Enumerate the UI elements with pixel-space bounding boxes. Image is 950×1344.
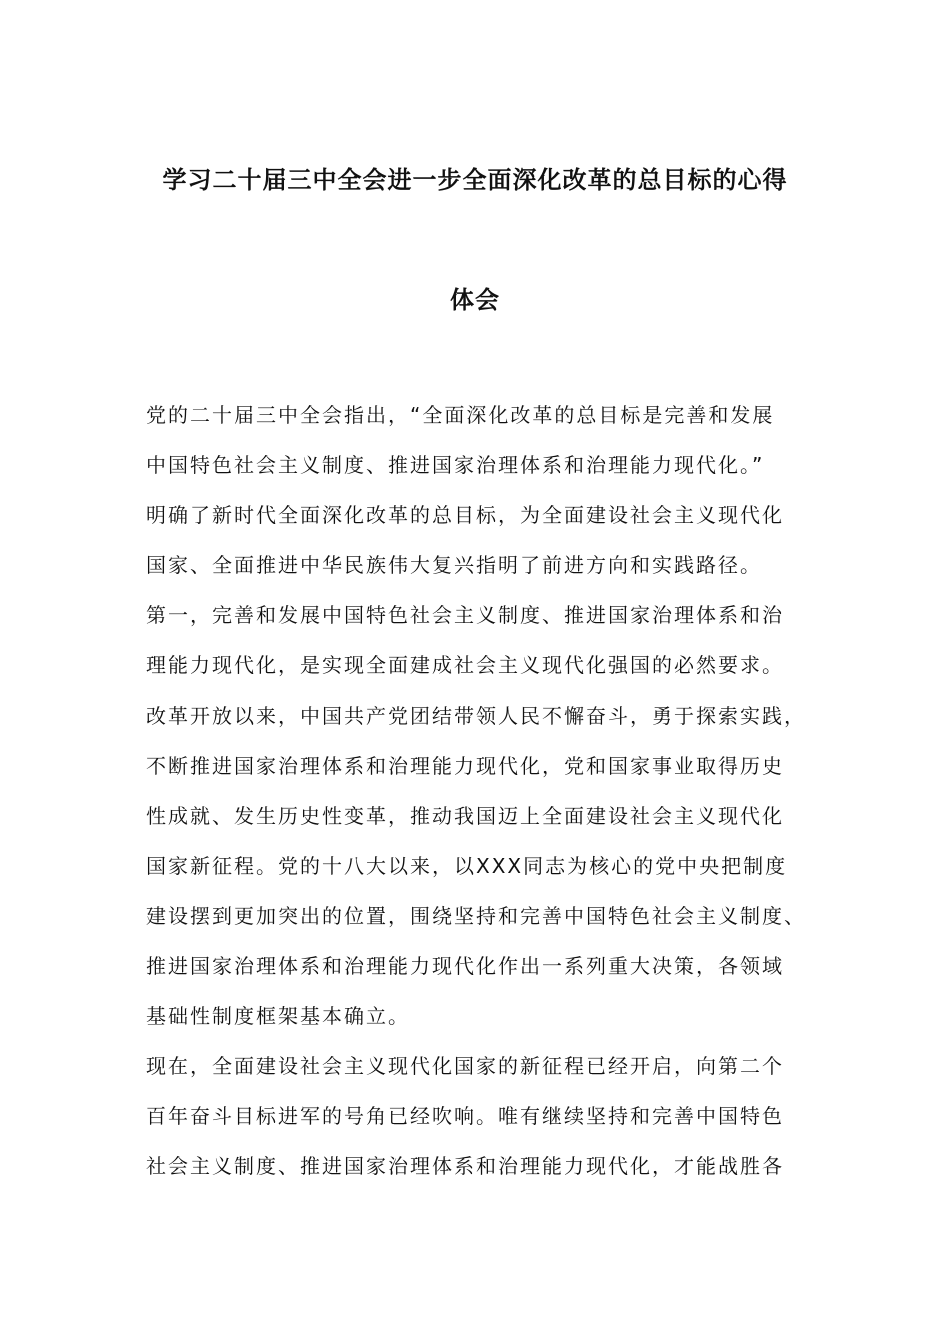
body-line: 性成就、发生历史性变革，推动我国迈上全面建设社会主义现代化	[146, 804, 784, 828]
body-line: 中国特色社会主义制度、推进国家治理体系和治理能力现代化。”	[146, 453, 765, 477]
body-line: 理能力现代化，是实现全面建成社会主义现代化强国的必然要求。	[146, 653, 784, 677]
body-line: 建设摆到更加突出的位置，围绕坚持和完善中国特色社会主义制度、	[146, 904, 806, 928]
body-line: 百年奋斗目标进军的号角已经吹响。唯有继续坚持和完善中国特色	[146, 1104, 784, 1128]
body-line: 现在，全面建设社会主义现代化国家的新征程已经开启，向第二个	[146, 1054, 784, 1078]
body-line: 社会主义制度、推进国家治理体系和治理能力现代化，才能战胜各	[146, 1154, 784, 1178]
document-title-line-2: 体会	[450, 286, 500, 314]
body-line: 党的二十届三中全会指出，“全面深化改革的总目标是完善和发展	[146, 403, 775, 427]
body-line: 推进国家治理体系和治理能力现代化作出一系列重大决策，各领域	[146, 954, 784, 978]
body-line: 改革开放以来，中国共产党团结带领人民不懈奋斗，勇于探索实践，	[146, 704, 806, 728]
body-line: 国家新征程。党的十八大以来，以XXX同志为核心的党中央把制度	[146, 854, 788, 878]
body-line: 不断推进国家治理体系和治理能力现代化，党和国家事业取得历史	[146, 754, 784, 778]
body-line: 基础性制度框架基本确立。	[146, 1004, 410, 1028]
body-line: 第一，完善和发展中国特色社会主义制度、推进国家治理体系和治	[146, 603, 784, 627]
document-title-line-1: 学习二十届三中全会进一步全面深化改革的总目标的心得	[162, 166, 788, 194]
body-line: 明确了新时代全面深化改革的总目标，为全面建设社会主义现代化	[146, 503, 784, 527]
body-line: 国家、全面推进中华民族伟大复兴指明了前进方向和实践路径。	[146, 553, 762, 577]
